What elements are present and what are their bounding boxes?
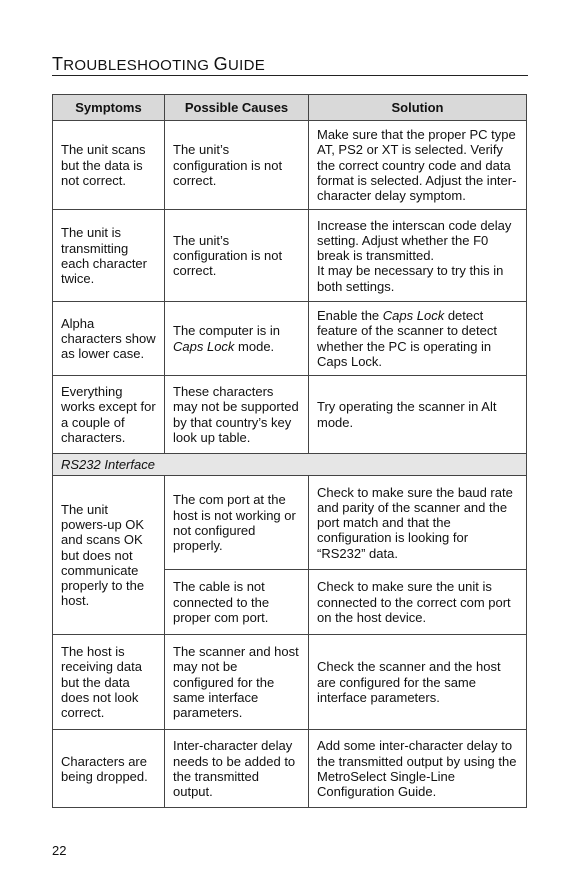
page-title [52,54,265,75]
solution-text: It may be necessary to try this in both settings. [317,263,504,294]
symptom-cell: Everything works except for a couple of characters. [53,376,165,454]
solution-cell: Check to make sure the unit is connected to the correct com port on the host device. [309,570,527,635]
solution-text: detect feature of the scanner to detect whether the PC is operating in Caps Lock. [317,308,497,369]
title-divider [52,75,528,76]
title-text: ROUBLESHOOTING [63,57,214,74]
solution-cell: Check to make sure the baud rate and parity of the scanner and the port match and that the configuration is looking for “RS232” data. [309,476,527,570]
cause-cell: The unit’s configuration is not correct. [165,121,309,210]
table-row [53,476,527,570]
page-number: 22 [52,843,67,858]
symptom-cell: The unit powers-up OK and scans OK but does not communicate properly to the host. [53,476,165,635]
cause-cell: The unit’s configuration is not correct. [165,210,309,302]
solution-cell: Add some inter-character delay to the transmitted output by using the MetroSelect Single-Line Configuration Guide. [309,730,527,808]
title-initial: T [52,54,64,74]
troubleshooting-table [52,94,527,808]
symptom-cell: Characters are being dropped. [53,730,165,808]
cause-cell: The scanner and host may not be configured for the same interface parameters. [165,635,309,730]
cause-emphasis: Caps Lock [173,338,235,354]
cause-cell: Inter-character delay needs to be added to the transmitted output. [165,730,309,808]
cause-cell: These characters may not be supported by that country’s key look up table. [165,376,309,454]
header-solution: Solution [309,95,527,121]
title-text: UIDE [227,57,266,74]
solution-emphasis: Caps Lock [382,308,445,324]
section-row [53,454,527,476]
symptom-cell: The unit scans but the data is not correct. [53,121,165,210]
solution-cell [309,210,527,302]
solution-cell [309,302,527,376]
header-symptoms: Symptoms [53,95,165,121]
table-row [53,635,527,730]
table-row [53,376,527,454]
table-row [53,210,527,302]
cause-text: The computer is in [173,323,280,339]
table-row [53,302,527,376]
table-row [53,121,527,210]
solution-text: Increase the interscan code delay setting. Adjust whether the F0 break is transmitted. [317,217,512,264]
cause-cell: The com port at the host is not working or not configured properly. [165,476,309,570]
table-row [53,730,527,808]
solution-cell: Make sure that the proper PC type AT, PS2 or XT is selected. Verify the correct country code and data format is selected. Adjust the inter-character delay symptom. [309,121,527,210]
header-possible-causes: Possible Causes [165,95,309,121]
symptom-cell: The unit is transmitting each character twice. [53,210,165,302]
section-heading: RS232 Interface [53,454,527,476]
title-initial: G [213,54,228,74]
cause-cell [165,302,309,376]
cause-cell: The cable is not connected to the proper com port. [165,570,309,635]
table-header-row [53,95,527,121]
solution-cell: Check the scanner and the host are configured for the same interface parameters. [309,635,527,730]
symptom-cell: Alpha characters show as lower case. [53,302,165,376]
symptom-cell: The host is receiving data but the data does not look correct. [53,635,165,730]
cause-text: mode. [234,338,275,354]
solution-text: Enable the [317,308,383,324]
solution-cell: Try operating the scanner in Alt mode. [309,376,527,454]
